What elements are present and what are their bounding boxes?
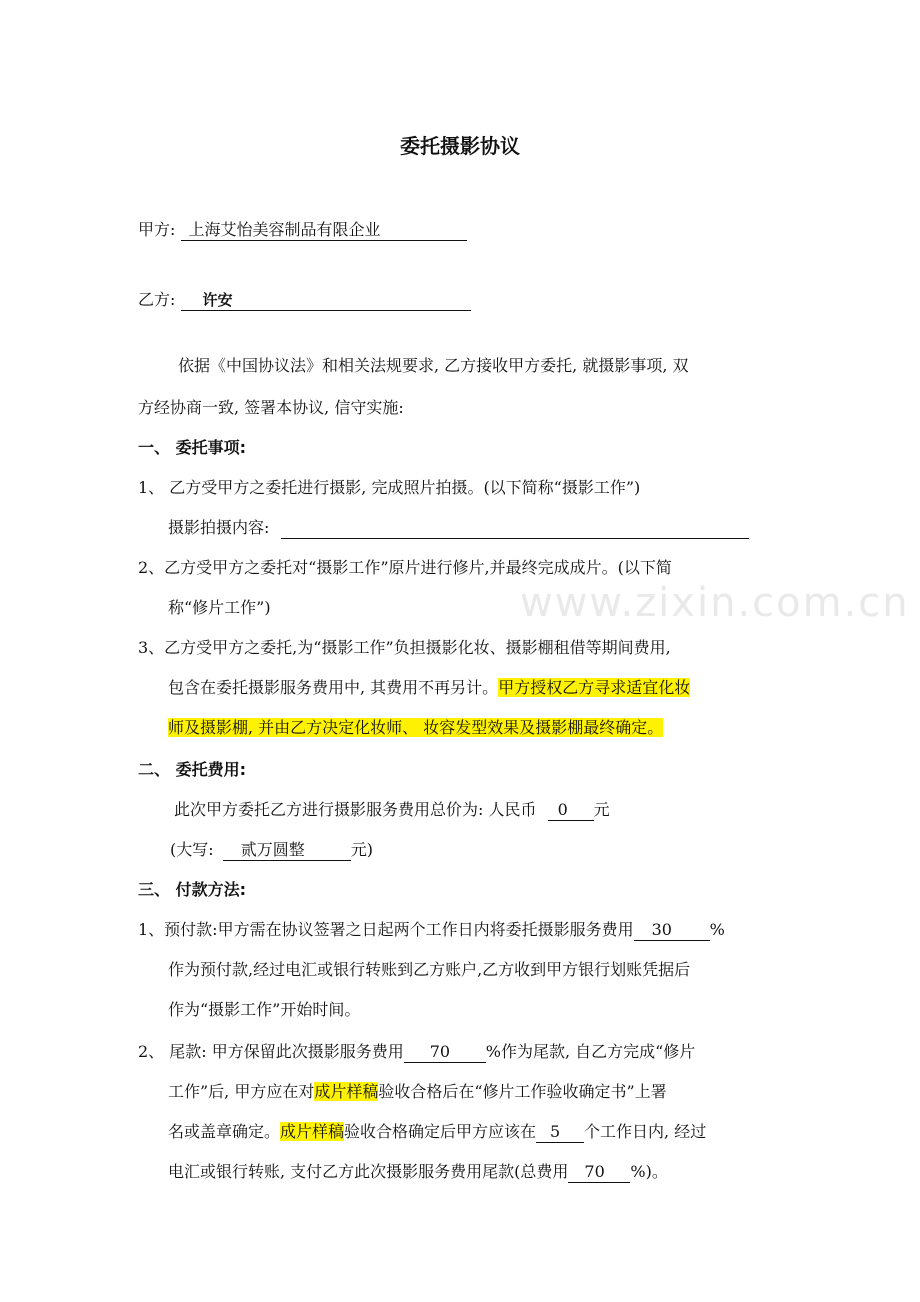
party-b-value: 许安: [181, 290, 471, 311]
prepay-percent: 30: [634, 920, 710, 941]
sample-highlight-2: 成片样稿: [280, 1122, 345, 1141]
final-percent: 70: [404, 1042, 486, 1063]
section-2-line-1: [174, 798, 610, 822]
party-b-line: [138, 288, 471, 312]
section-1-item-3-line-2: [168, 676, 690, 700]
party-a-line: [138, 218, 467, 242]
item-2-text-d: 验收合格确定后甲方应该在: [344, 1122, 537, 1141]
section-3-heading: 三、 付款方法:: [138, 880, 246, 899]
section-1-item-1-line-2: [168, 516, 749, 540]
document-title: 委托摄影协议: [400, 134, 520, 158]
section-1-item-2-line-1: 2、乙方受甲方之委托对“摄影工作”原片进行修片,并最终完成成片。(以下简: [138, 558, 672, 577]
section-3-item-2-line-3: [168, 1120, 706, 1144]
section-1-heading: 一、 委托事项:: [138, 438, 246, 457]
shoot-content-label: 摄影拍摄内容:: [168, 518, 270, 537]
item-2-text-e: 个工作日内, 经过: [584, 1122, 707, 1141]
section-3-item-1-line-3: 作为“摄影工作”开始时间。: [168, 1000, 361, 1019]
section-1-item-2-line-2: 称“修片工作”): [168, 598, 271, 617]
section-3-item-1-line-1: [138, 918, 725, 942]
section-2-heading: 二、 委托费用:: [138, 760, 246, 779]
fee-unit: 元: [593, 800, 610, 819]
amount-words: 贰万圆整: [223, 840, 351, 861]
section-3-item-2-line-4: [168, 1160, 668, 1184]
item-2-text-b: 验收合格后在“修片工作验收确定书”上署: [378, 1082, 667, 1101]
party-b-label: 乙方:: [138, 290, 176, 309]
section-1-item-3-line-3: [168, 716, 663, 740]
party-a-value: 上海艾怡美容制品有限企业: [181, 220, 467, 241]
section-2-line-2: [170, 838, 373, 862]
amount-words-prefix: (大写:: [170, 840, 214, 859]
item-2-text-f: 电汇或银行转账, 支付乙方此次摄影服务费用尾款(总费用: [168, 1162, 569, 1181]
prepay-prefix: 1、预付款:甲方需在协议签署之日起两个工作日内将委托摄影服务费用: [138, 920, 634, 939]
item-2-text-c: 名或盖章确定。: [168, 1122, 281, 1141]
item-3-highlight-1: 甲方授权乙方寻求适宜化妆: [498, 678, 691, 697]
section-3-item-1-line-2: 作为预付款,经过电汇或银行转账到乙方账户,乙方收到甲方银行划账凭据后: [168, 960, 691, 979]
amount-words-suffix: 元): [350, 840, 373, 859]
section-3-item-2-line-1: [138, 1040, 695, 1064]
total-percent: 70: [568, 1162, 630, 1183]
section-1-item-3-line-1: 3、乙方受甲方之委托,为“摄影工作”负担摄影化妆、摄影棚租借等期间费用,: [138, 638, 671, 657]
item-3-plain-text: 包含在委托摄影服务费用中, 其费用不再另计。: [168, 678, 499, 697]
section-1-item-1-line-1: 1、 乙方受甲方之委托进行摄影, 完成照片拍摄。(以下简称“摄影工作”): [138, 478, 641, 497]
shoot-content-blank: [281, 518, 749, 539]
watermark: www.zixin.com.cn: [520, 580, 910, 626]
sample-highlight-1: 成片样稿: [314, 1082, 379, 1101]
section-3-item-2-line-2: [168, 1080, 667, 1104]
final-suffix: %作为尾款, 自乙方完成“修片: [485, 1042, 696, 1061]
prepay-percent-sign: %: [709, 920, 725, 939]
payment-days: 5: [536, 1122, 584, 1143]
item-2-text-g: %)。: [630, 1162, 668, 1181]
fee-amount: 0: [548, 800, 594, 821]
fee-prefix: 此次甲方委托乙方进行摄影服务费用总价为: 人民币: [174, 800, 537, 819]
intro-line-2: 方经协商一致, 签署本协议, 信守实施:: [138, 398, 404, 417]
party-a-label: 甲方:: [138, 220, 176, 239]
intro-line-1: 依据《中国协议法》和相关法规要求, 乙方接收甲方委托, 就摄影事项, 双: [178, 356, 689, 375]
item-2-text-a: 工作”后, 甲方应在对: [168, 1082, 315, 1101]
final-prefix: 2、 尾款: 甲方保留此次摄影服务费用: [138, 1042, 404, 1061]
item-3-highlight-2: 师及摄影棚, 并由乙方决定化妆师、 妆容发型效果及摄影棚最终确定。: [168, 718, 664, 737]
